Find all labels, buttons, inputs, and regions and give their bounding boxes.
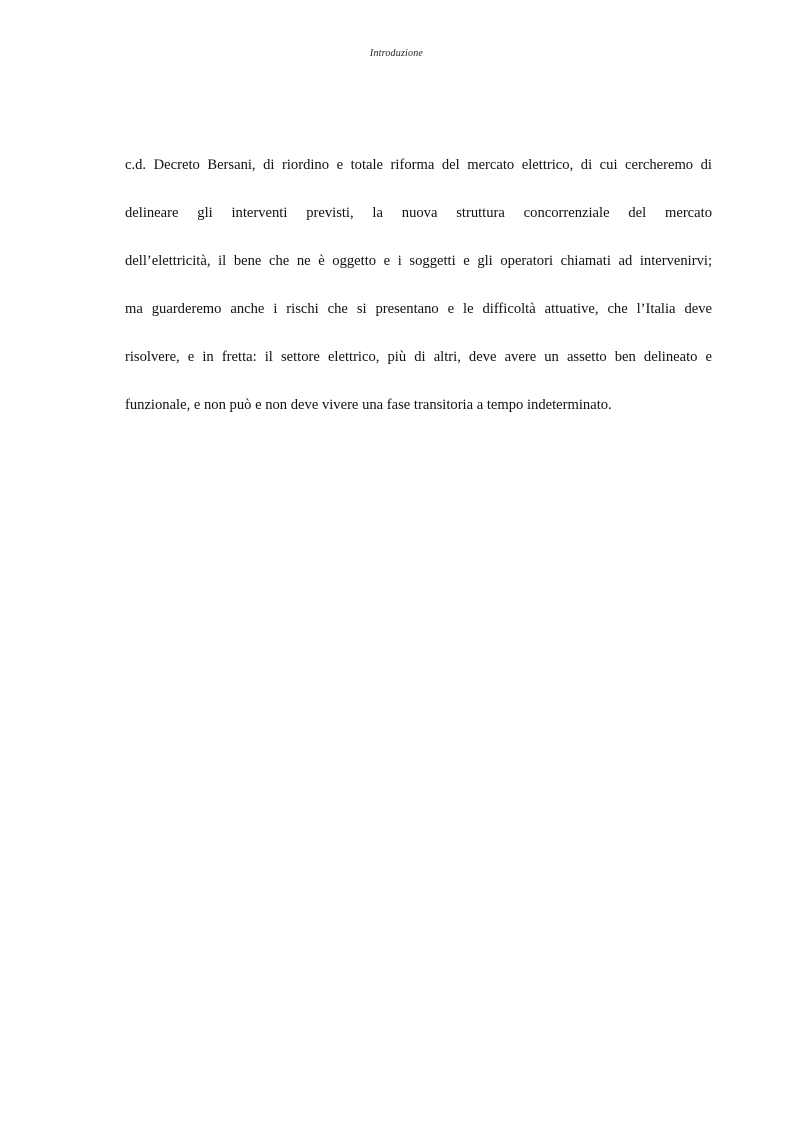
paragraph-line: funzionale, e non può e non deve vivere una fase transitoria a tempo indeterminato. bbox=[125, 397, 612, 413]
paragraph-line: c.d. Decreto Bersani, di riordino e totale riforma del mercato elettrico, di cui cercheremo di bbox=[125, 157, 712, 173]
body-paragraph bbox=[125, 141, 712, 429]
paragraph-line: risolvere, e in fretta: il settore elettrico, più di altri, deve avere un assetto ben delineato e bbox=[125, 349, 712, 365]
paragraph-line: delineare gli interventi previsti, la nuova struttura concorrenziale del mercato bbox=[125, 205, 712, 221]
paragraph-line: ma guarderemo anche i rischi che si presentano e le difficoltà attuative, che l’Italia deve bbox=[125, 301, 712, 317]
paragraph-line: dell’elettricità, il bene che ne è oggetto e i soggetti e gli operatori chiamati ad intervenirvi; bbox=[125, 253, 712, 269]
running-header: Introduzione bbox=[369, 48, 424, 59]
